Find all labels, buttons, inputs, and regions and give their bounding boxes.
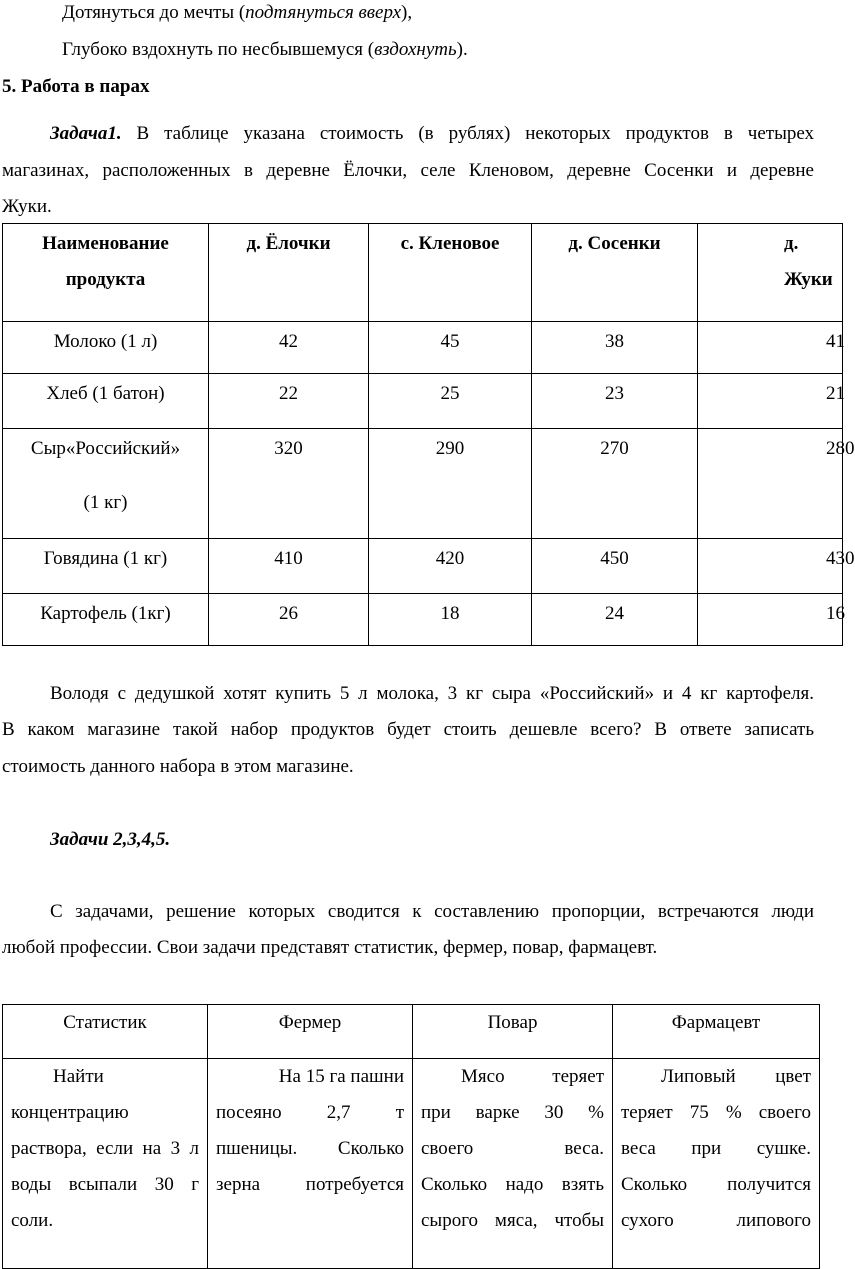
- professions-intro-line-2: любой профессии. Свои задачи представят статистик, фермер, повар, фармацевт.: [2, 937, 658, 958]
- intro-line-1-end: ),: [401, 2, 413, 23]
- task-line: веса при сушке.: [621, 1138, 811, 1159]
- price-cell: 41: [698, 322, 843, 374]
- price-cell: 320: [209, 429, 369, 539]
- task-line: при варке 30 %: [421, 1102, 604, 1123]
- price-cell: 45: [369, 322, 532, 374]
- product-name: Молоко (1 л): [3, 322, 209, 374]
- table-row: [3, 322, 843, 374]
- task1-line-3: Жуки.: [2, 196, 52, 217]
- task-line: Сколько надо взять: [421, 1174, 604, 1195]
- task-line: теряет 75 % своего: [621, 1102, 811, 1123]
- price-cell: 410: [209, 539, 369, 594]
- question-line-1: Володя с дедушкой хотят купить 5 л молока, 3 кг сыра «Российский» и 4 кг картофеля.: [50, 683, 814, 704]
- product-name-line-2: (1 кг): [83, 492, 128, 513]
- task-line: воды всыпали 30 г: [11, 1174, 199, 1195]
- professions-table: [2, 1004, 820, 1269]
- header-pharmacist: Фармацевт: [613, 1005, 820, 1059]
- intro-line-1: [62, 0, 412, 31]
- product-name: [3, 429, 209, 539]
- farmer-task: [208, 1059, 413, 1269]
- price-cell: 270: [532, 429, 698, 539]
- task-line: посеяно 2,7 т: [216, 1102, 404, 1123]
- task-line: Сколько получится: [621, 1174, 811, 1195]
- header-store-zhuki: д. Жуки: [698, 224, 843, 322]
- tasks-heading: Задачи 2,3,4,5.: [50, 829, 171, 850]
- table-row: [3, 594, 843, 646]
- statistician-task: [3, 1059, 208, 1269]
- price-cell: 21: [698, 374, 843, 429]
- task-line: Мясо теряет: [461, 1066, 604, 1087]
- price-cell: 16: [698, 594, 843, 646]
- intro-line-2-text: Глубоко вздохнуть по несбывшемуся (: [62, 39, 375, 60]
- price-cell: 25: [369, 374, 532, 429]
- professions-task-row: [3, 1059, 820, 1269]
- price-cell: 42: [209, 322, 369, 374]
- product-name-line-1: Сыр«Российский»: [30, 438, 181, 459]
- header-statistician: Статистик: [3, 1005, 208, 1059]
- price-cell: 22: [209, 374, 369, 429]
- task-line: раствора, если на 3 л: [11, 1138, 199, 1159]
- header-product: [3, 224, 209, 322]
- price-cell: 38: [532, 322, 698, 374]
- task-line: пшеницы. Сколько: [216, 1138, 404, 1159]
- price-cell: 23: [532, 374, 698, 429]
- task-line: соли.: [11, 1210, 54, 1231]
- task-line: сырого мяса, чтобы: [421, 1210, 604, 1231]
- question-line-3: стоимость данного набора в этом магазине.: [2, 756, 354, 777]
- price-cell: 280: [698, 429, 843, 539]
- task-line: На 15 га пашни: [278, 1066, 404, 1087]
- intro-line-2-end: ).: [456, 39, 468, 60]
- intro-line-2-italic: вздохнуть: [374, 39, 457, 60]
- professions-intro-line-1: С задачами, решение которых сводится к составлению пропорции, встречаются люди: [50, 901, 814, 922]
- price-cell: 450: [532, 539, 698, 594]
- pharmacist-task: [613, 1059, 820, 1269]
- header-store-yolochki: д. Ёлочки: [209, 224, 369, 322]
- intro-line-1-text: Дотянуться до мечты (: [62, 2, 246, 23]
- table-row: [3, 374, 843, 429]
- header-product-line-2: продукта: [65, 269, 146, 290]
- product-name: Хлеб (1 батон): [3, 374, 209, 429]
- intro-line-2: [62, 32, 468, 68]
- task-line: Липовый цвет: [661, 1066, 811, 1087]
- price-cell: 18: [369, 594, 532, 646]
- header-store-sosenki: д. Сосенки: [532, 224, 698, 322]
- task1-line-1-text: В таблице указана стоимость (в рублях) некоторых продуктов в четырех: [136, 123, 815, 144]
- task-line: концентрацию: [11, 1102, 129, 1123]
- header-product-line-1: Наименование: [42, 233, 169, 254]
- task1-line-1: [50, 116, 814, 152]
- product-name: Картофель (1кг): [3, 594, 209, 646]
- task-line: Найти: [53, 1066, 104, 1087]
- prices-table: [2, 223, 855, 646]
- task-line: сухого липового: [621, 1210, 811, 1231]
- cook-task: [413, 1059, 613, 1269]
- header-store-klenovoe: с. Кленовое: [369, 224, 532, 322]
- header-farmer: Фермер: [208, 1005, 413, 1059]
- section-heading: 5. Работа в парах: [2, 76, 150, 97]
- table-row: [3, 429, 843, 539]
- price-cell: 26: [209, 594, 369, 646]
- intro-line-1-italic: подтянуться вверх: [245, 2, 402, 23]
- price-cell: 24: [532, 594, 698, 646]
- prices-header-row: [3, 224, 843, 322]
- task1-line-2: магазинах, расположенных в деревне Ёлочки, селе Кленовом, деревне Сосенки и деревне: [2, 160, 814, 181]
- professions-header-row: [3, 1005, 820, 1059]
- price-cell: 420: [369, 539, 532, 594]
- product-name: Говядина (1 кг): [3, 539, 209, 594]
- price-cell: 430: [698, 539, 843, 594]
- price-cell: 290: [369, 429, 532, 539]
- task1-label: Задача1.: [50, 123, 122, 144]
- question-line-2: В каком магазине такой набор продуктов будет стоить дешевле всего? В ответе записать: [2, 719, 814, 740]
- task-line: зерна потребуется: [216, 1174, 404, 1195]
- header-cook: Повар: [413, 1005, 613, 1059]
- task-line: своего веса.: [421, 1138, 604, 1159]
- table-row: [3, 539, 843, 594]
